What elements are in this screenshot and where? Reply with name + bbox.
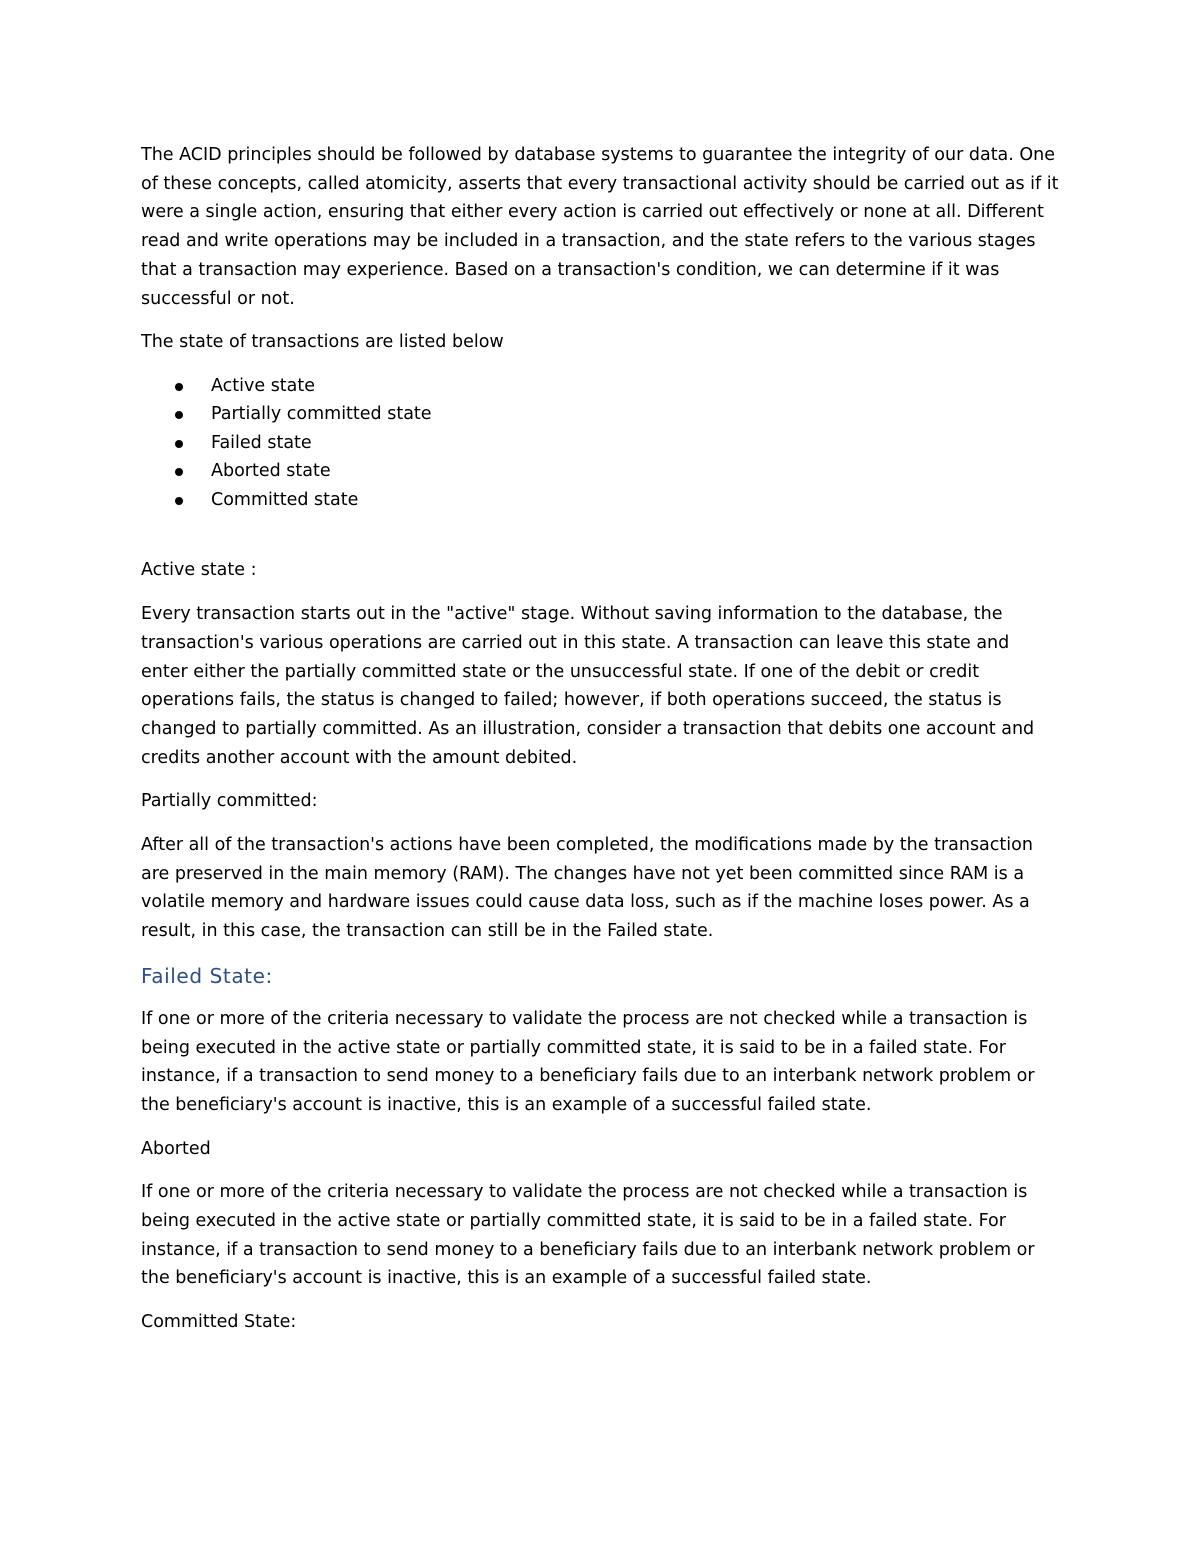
active-state-heading: Active state : <box>141 560 257 581</box>
list-item-label: Partially committed state <box>211 404 432 425</box>
bullet-icon <box>175 411 183 419</box>
list-item <box>141 486 1061 515</box>
aborted-heading: Aborted <box>141 1138 211 1159</box>
list-intro: The state of transactions are listed below <box>141 332 504 353</box>
aborted-paragraph: If one or more of the criteria necessary to validate the process are not checked while a transaction is being executed in the active state or partially committed state, it is said to be in a failed state. For instance, if a transaction to send money to a beneficiary fails due to an interbank network problem or the beneficiary's account is inactive, this is an example of a successful failed state. <box>141 1182 1035 1289</box>
list-item-label: Committed state <box>211 489 359 510</box>
bullet-icon <box>175 383 183 391</box>
failed-state-heading: Failed State: <box>141 963 273 988</box>
document-page <box>141 141 1061 1352</box>
list-item <box>141 400 1061 429</box>
list-item <box>141 457 1061 486</box>
bullet-icon <box>175 440 183 448</box>
committed-state-heading: Committed State: <box>141 1312 297 1333</box>
list-item-label: Failed state <box>211 432 312 453</box>
intro-paragraph: The ACID principles should be followed by database systems to guarantee the integrity of our data. One of these concepts, called atomicity, asserts that every transactional activity should be carried out as if it were a single action, ensuring that either every action is carried out effectively or none at all. Different read and write operations may be included in a transaction, and the state refers to the various stages that a transaction may experience. Based on a transaction's condition, we can determine if it was successful or not. <box>141 145 1059 309</box>
list-item-label: Aborted state <box>211 461 331 482</box>
list-item-label: Active state <box>211 375 316 396</box>
list-item <box>141 372 1061 401</box>
partially-committed-heading: Partially committed: <box>141 791 318 812</box>
bullet-icon <box>175 468 183 476</box>
transaction-states-list <box>141 372 1061 515</box>
active-state-paragraph: Every transaction starts out in the "active" stage. Without saving information to the database, the transaction's various operations are carried out in this state. A transaction can leave this state and enter either the partially committed state or the unsuccessful state. If one of the debit or credit operations fails, the status is changed to failed; however, if both operations succeed, the status is changed to partially committed. As an illustration, consider a transaction that debits one account and credits another account with the amount debited. <box>141 604 1035 768</box>
partially-committed-paragraph: After all of the transaction's actions have been completed, the modifications made by the transaction are preserved in the main memory (RAM). The changes have not yet been committed since RAM is a volatile memory and hardware issues could cause data loss, such as if the machine loses power. As a result, in this case, the transaction can still be in the Failed state. <box>141 835 1033 942</box>
failed-state-paragraph: If one or more of the criteria necessary to validate the process are not checked while a transaction is being executed in the active state or partially committed state, it is said to be in a failed state. For instance, if a transaction to send money to a beneficiary fails due to an interbank network problem or the beneficiary's account is inactive, this is an example of a successful failed state. <box>141 1008 1035 1115</box>
bullet-icon <box>175 497 183 505</box>
list-item <box>141 429 1061 458</box>
